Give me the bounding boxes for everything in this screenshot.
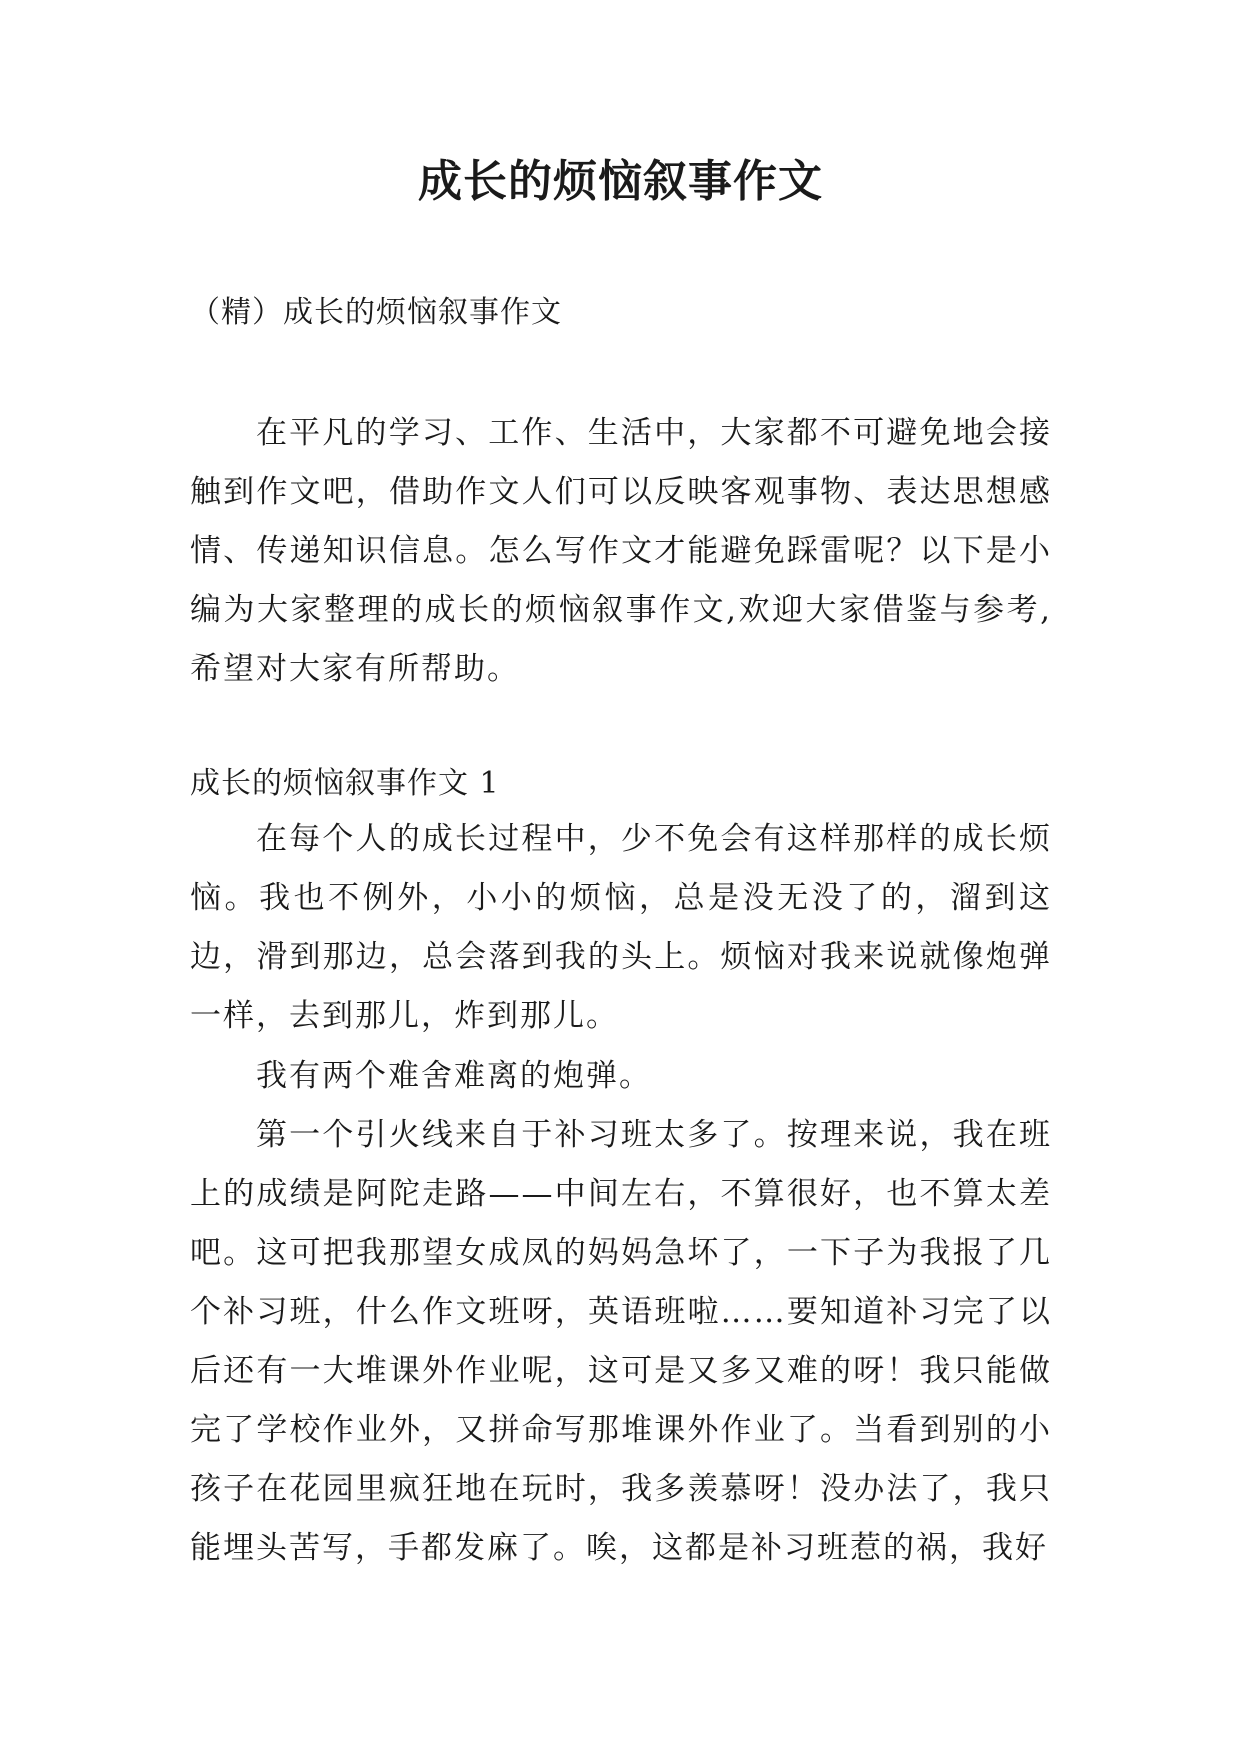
body-paragraph-2: 我有两个难舍难离的炮弹。 bbox=[256, 1058, 652, 1094]
section-heading: 成长的烦恼叙事作文 1 bbox=[190, 766, 500, 801]
intro-paragraph: 在平凡的学习、工作、生活中，大家都不可避免地会接触到作文吧，借助作文人们可以反映客观事物、表达思想感情、传递知识信息。怎么写作文才能避免踩雷呢？以下是小编为大家整理的成长的烦恼叙事作文,欢迎大家借鉴与参考,希望对大家有所帮助。 bbox=[190, 415, 1052, 687]
document-title: 成长的烦恼叙事作文 bbox=[418, 156, 823, 207]
body-paragraph-3: 第一个引火线来自于补习班太多了。按理来说，我在班上的成绩是阿陀走路——中间左右，不算很好，也不算太差吧。这可把我那望女成凤的妈妈急坏了，一下子为我报了几个补习班，什么作文班呀，英语班啦……要知道补习完了以后还有一大堆课外作业呢，这可是又多又难的呀！我只能做完了学校作业外，又拼命写那堆课外作业了。当看到别的小孩子在花园里疯狂地在玩时，我多羡慕呀！没办法了，我只能埋头苦写，手都发麻了。唉，这都是补习班惹的祸，我好 bbox=[190, 1117, 1052, 1566]
body-paragraph-1: 在每个人的成长过程中，少不免会有这样那样的成长烦恼。我也不例外，小小的烦恼，总是没无没了的，溜到这边，滑到那边，总会落到我的头上。烦恼对我来说就像炮弹一样，去到那儿，炸到那儿。 bbox=[190, 821, 1052, 1034]
document-subtitle: （精）成长的烦恼叙事作文 bbox=[190, 295, 562, 330]
